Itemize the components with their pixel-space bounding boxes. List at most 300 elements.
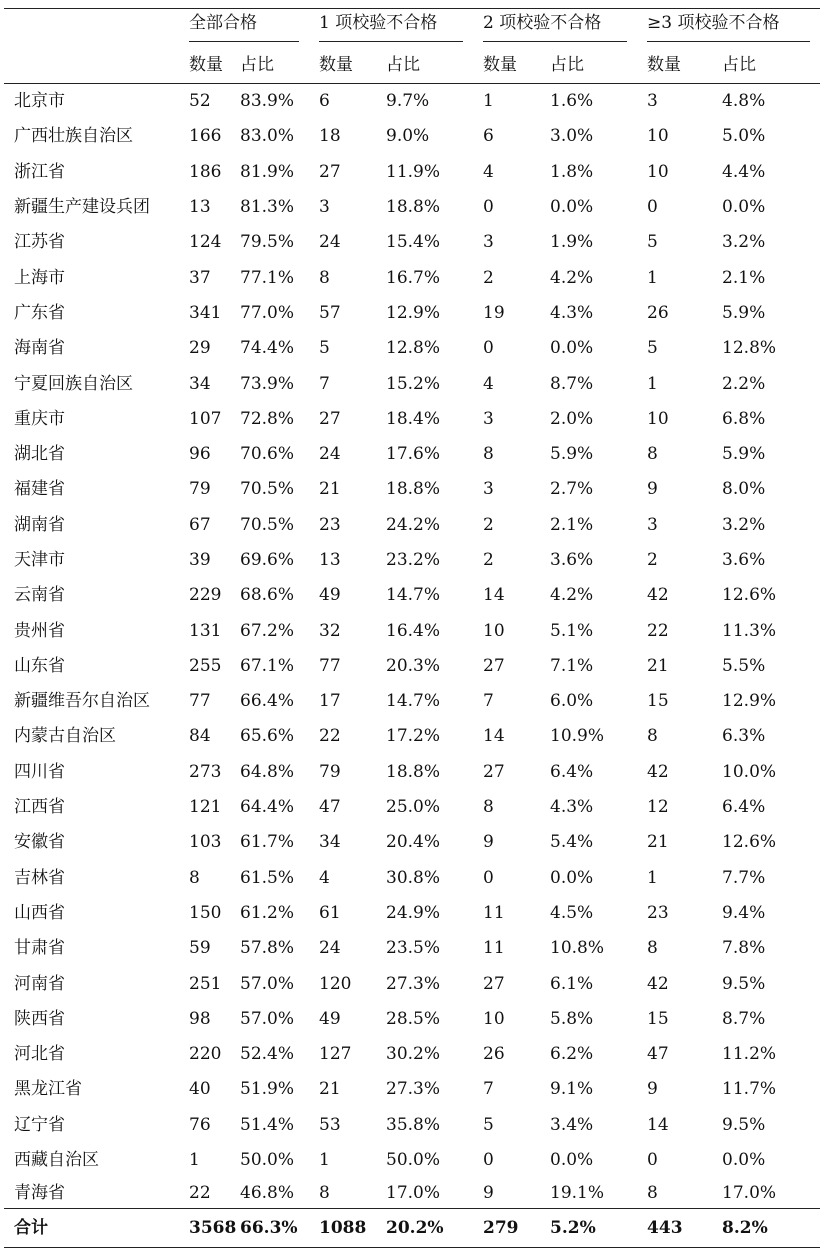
table-row [4, 508, 820, 543]
three-plus-fail-count-cell: 0 [647, 1150, 658, 1171]
one-fail-ratio-cell: 17.0% [386, 1182, 441, 1203]
all-pass-count-cell: 186 [189, 161, 222, 182]
all-pass-ratio-cell: 46.8% [240, 1182, 295, 1203]
one-fail-count-cell: 21 [319, 479, 341, 500]
table-body [4, 84, 820, 1209]
three-plus-fail-ratio-cell: 12.6% [722, 832, 777, 853]
all-pass-count-cell: 8 [189, 867, 200, 888]
three-plus-fail-count-cell: 8 [647, 938, 658, 959]
three-plus-fail-ratio-cell: 5.9% [722, 302, 766, 323]
group-header-2-fail: 2 项校验不合格 [473, 9, 637, 48]
province-name-cell: 甘肃省 [14, 938, 65, 959]
total-one-fail-ratio-cell: 20.2% [376, 1209, 473, 1248]
two-fail-count-cell: 3 [483, 479, 494, 500]
two-fail-count-cell: 5 [483, 1114, 494, 1135]
all-pass-ratio-cell: 61.5% [240, 867, 295, 888]
table-row [4, 119, 820, 154]
province-name-cell: 四川省 [14, 761, 65, 782]
three-plus-fail-count-cell: 42 [647, 973, 669, 994]
province-name-cell: 宁夏回族自治区 [14, 373, 133, 394]
count-header: 数量 [309, 47, 376, 84]
three-plus-fail-ratio-cell: 9.4% [722, 902, 766, 923]
all-pass-count-cell: 40 [189, 1079, 211, 1100]
two-fail-ratio-cell: 1.9% [550, 232, 594, 253]
two-fail-count-cell: 27 [483, 973, 505, 994]
two-fail-ratio-cell: 9.1% [550, 1079, 594, 1100]
one-fail-ratio-cell: 16.4% [386, 620, 441, 641]
table-row [4, 296, 820, 331]
all-pass-ratio-cell: 81.9% [240, 161, 295, 182]
province-name-cell: 广西壮族自治区 [14, 126, 133, 147]
province-name-cell: 黑龙江省 [14, 1079, 82, 1100]
three-plus-fail-count-cell: 42 [647, 761, 669, 782]
one-fail-count-cell: 49 [319, 585, 341, 606]
three-plus-fail-ratio-cell: 9.5% [722, 973, 766, 994]
one-fail-ratio-cell: 16.7% [386, 267, 441, 288]
two-fail-ratio-cell: 4.5% [550, 902, 594, 923]
two-fail-count-cell: 7 [483, 691, 494, 712]
province-name-cell: 广东省 [14, 302, 65, 323]
province-name-cell: 新疆维吾尔自治区 [14, 691, 150, 712]
province-name-cell: 西藏自治区 [14, 1150, 99, 1171]
province-name-cell: 上海市 [14, 267, 65, 288]
one-fail-count-cell: 22 [319, 726, 341, 747]
total-two-fail-ratio-cell: 5.2% [540, 1209, 637, 1248]
two-fail-ratio-cell: 1.6% [550, 91, 594, 112]
two-fail-ratio-cell: 5.4% [550, 832, 594, 853]
one-fail-ratio-cell: 18.8% [386, 197, 441, 218]
all-pass-count-cell: 29 [189, 338, 211, 359]
one-fail-count-cell: 61 [319, 902, 341, 923]
all-pass-ratio-cell: 61.7% [240, 832, 295, 853]
three-plus-fail-ratio-cell: 6.4% [722, 797, 766, 818]
three-plus-fail-count-cell: 9 [647, 1079, 658, 1100]
three-plus-fail-ratio-cell: 0.0% [722, 197, 766, 218]
one-fail-count-cell: 17 [319, 691, 341, 712]
one-fail-count-cell: 13 [319, 550, 341, 570]
three-plus-fail-count-cell: 8 [647, 726, 658, 747]
one-fail-ratio-cell: 23.2% [386, 550, 441, 570]
one-fail-ratio-cell: 20.4% [386, 832, 441, 853]
total-province-name-cell: 合计 [4, 1209, 179, 1248]
one-fail-ratio-cell: 35.8% [386, 1114, 441, 1135]
table-row [4, 543, 820, 578]
two-fail-ratio-cell: 4.3% [550, 302, 594, 323]
two-fail-ratio-cell: 19.1% [550, 1182, 605, 1203]
two-fail-count-cell: 4 [483, 373, 494, 394]
two-fail-ratio-cell: 3.4% [550, 1114, 594, 1135]
province-name-cell: 江西省 [14, 797, 65, 818]
two-fail-count-cell: 14 [483, 726, 505, 747]
three-plus-fail-count-cell: 3 [647, 514, 658, 535]
province-name-cell: 北京市 [14, 91, 65, 112]
all-pass-ratio-cell: 69.6% [240, 550, 295, 570]
one-fail-ratio-cell: 30.8% [386, 867, 441, 888]
all-pass-count-cell: 37 [189, 267, 211, 288]
three-plus-fail-ratio-cell: 4.4% [722, 161, 766, 182]
three-plus-fail-ratio-cell: 0.0% [722, 1150, 766, 1171]
one-fail-count-cell: 127 [319, 1044, 352, 1065]
all-pass-count-cell: 251 [189, 973, 222, 994]
all-pass-count-cell: 166 [189, 126, 222, 147]
all-pass-count-cell: 76 [189, 1114, 211, 1135]
two-fail-count-cell: 10 [483, 620, 505, 641]
two-fail-count-cell: 9 [483, 1182, 494, 1203]
one-fail-ratio-cell: 25.0% [386, 797, 441, 818]
all-pass-ratio-cell: 77.1% [240, 267, 295, 288]
two-fail-count-cell: 8 [483, 444, 494, 465]
three-plus-fail-count-cell: 0 [647, 197, 658, 218]
all-pass-count-cell: 255 [189, 655, 222, 676]
one-fail-count-cell: 32 [319, 620, 341, 641]
two-fail-count-cell: 2 [483, 267, 494, 288]
three-plus-fail-ratio-cell: 11.3% [722, 620, 777, 641]
one-fail-ratio-cell: 23.5% [386, 938, 441, 959]
two-fail-ratio-cell: 3.0% [550, 126, 594, 147]
two-fail-ratio-cell: 4.2% [550, 585, 594, 606]
one-fail-ratio-cell: 27.3% [386, 973, 441, 994]
three-plus-fail-count-cell: 8 [647, 444, 658, 465]
two-fail-count-cell: 0 [483, 197, 494, 218]
three-plus-fail-count-cell: 47 [647, 1044, 669, 1065]
three-plus-fail-ratio-cell: 4.8% [722, 91, 766, 112]
table-row [4, 155, 820, 190]
province-name-cell: 重庆市 [14, 408, 65, 429]
province-name-cell: 天津市 [14, 550, 65, 570]
one-fail-ratio-cell: 14.7% [386, 691, 441, 712]
table-row [4, 825, 820, 860]
table-row [4, 472, 820, 507]
province-name-cell: 福建省 [14, 479, 65, 500]
table-row [4, 861, 820, 896]
table-row [4, 1002, 820, 1037]
one-fail-count-cell: 6 [319, 91, 330, 112]
three-plus-fail-ratio-cell: 11.7% [722, 1079, 777, 1100]
two-fail-ratio-cell: 7.1% [550, 655, 594, 676]
all-pass-count-cell: 13 [189, 197, 211, 218]
two-fail-ratio-cell: 0.0% [550, 867, 594, 888]
two-fail-ratio-cell: 5.9% [550, 444, 594, 465]
three-plus-fail-ratio-cell: 3.2% [722, 514, 766, 535]
one-fail-ratio-cell: 18.8% [386, 761, 441, 782]
all-pass-ratio-cell: 73.9% [240, 373, 295, 394]
all-pass-ratio-cell: 81.3% [240, 197, 295, 218]
two-fail-ratio-cell: 2.1% [550, 514, 594, 535]
three-plus-fail-count-cell: 23 [647, 902, 669, 923]
two-fail-ratio-cell: 6.2% [550, 1044, 594, 1065]
total-three-plus-fail-count-cell: 443 [637, 1209, 712, 1248]
table-row [4, 719, 820, 754]
all-pass-ratio-cell: 50.0% [240, 1150, 295, 1171]
all-pass-count-cell: 1 [189, 1150, 200, 1171]
all-pass-count-cell: 341 [189, 302, 222, 323]
two-fail-count-cell: 0 [483, 867, 494, 888]
table-row [4, 966, 820, 1001]
two-fail-count-cell: 8 [483, 797, 494, 818]
province-name-cell: 山西省 [14, 902, 65, 923]
all-pass-ratio-cell: 51.9% [240, 1079, 295, 1100]
province-validation-table [4, 8, 820, 1248]
all-pass-ratio-cell: 61.2% [240, 902, 295, 923]
two-fail-ratio-cell: 0.0% [550, 338, 594, 359]
two-fail-ratio-cell: 6.4% [550, 761, 594, 782]
one-fail-count-cell: 120 [319, 973, 352, 994]
one-fail-count-cell: 27 [319, 161, 341, 182]
one-fail-count-cell: 24 [319, 938, 341, 959]
count-header: 数量 [473, 47, 540, 84]
three-plus-fail-count-cell: 10 [647, 161, 669, 182]
one-fail-ratio-cell: 27.3% [386, 1079, 441, 1100]
two-fail-ratio-cell: 8.7% [550, 373, 594, 394]
all-pass-count-cell: 229 [189, 585, 222, 606]
three-plus-fail-count-cell: 9 [647, 479, 658, 500]
two-fail-count-cell: 3 [483, 232, 494, 253]
one-fail-ratio-cell: 24.2% [386, 514, 441, 535]
table-row [4, 402, 820, 437]
two-fail-ratio-cell: 5.8% [550, 1008, 594, 1029]
table-row [4, 366, 820, 401]
total-three-plus-fail-ratio-cell: 8.2% [712, 1209, 820, 1248]
ratio-header: 占比 [230, 47, 309, 84]
two-fail-ratio-cell: 6.1% [550, 973, 594, 994]
three-plus-fail-count-cell: 12 [647, 797, 669, 818]
table-row [4, 896, 820, 931]
one-fail-count-cell: 4 [319, 867, 330, 888]
two-fail-count-cell: 4 [483, 161, 494, 182]
one-fail-ratio-cell: 14.7% [386, 585, 441, 606]
count-header: 数量 [637, 47, 712, 84]
all-pass-count-cell: 59 [189, 938, 211, 959]
two-fail-ratio-cell: 4.3% [550, 797, 594, 818]
one-fail-count-cell: 8 [319, 267, 330, 288]
all-pass-count-cell: 103 [189, 832, 222, 853]
one-fail-ratio-cell: 9.0% [386, 126, 430, 147]
corner-cell [4, 47, 179, 84]
three-plus-fail-count-cell: 1 [647, 867, 658, 888]
all-pass-count-cell: 22 [189, 1182, 211, 1203]
sub-header-row [4, 47, 820, 84]
one-fail-count-cell: 49 [319, 1008, 341, 1029]
province-name-cell: 青海省 [14, 1182, 65, 1203]
three-plus-fail-count-cell: 22 [647, 620, 669, 641]
all-pass-count-cell: 98 [189, 1008, 211, 1029]
table-row [4, 225, 820, 260]
one-fail-count-cell: 79 [319, 761, 341, 782]
province-name-cell: 浙江省 [14, 161, 65, 182]
one-fail-ratio-cell: 12.9% [386, 302, 441, 323]
group-header-1-fail: 1 项校验不合格 [309, 9, 473, 48]
province-name-cell: 吉林省 [14, 867, 65, 888]
all-pass-count-cell: 39 [189, 550, 211, 570]
two-fail-count-cell: 7 [483, 1079, 494, 1100]
province-name-cell: 辽宁省 [14, 1114, 65, 1135]
three-plus-fail-count-cell: 2 [647, 550, 658, 570]
province-name-cell: 海南省 [14, 338, 65, 359]
all-pass-ratio-cell: 64.8% [240, 761, 295, 782]
all-pass-ratio-cell: 83.0% [240, 126, 295, 147]
three-plus-fail-count-cell: 1 [647, 267, 658, 288]
three-plus-fail-count-cell: 5 [647, 338, 658, 359]
one-fail-count-cell: 3 [319, 197, 330, 218]
three-plus-fail-ratio-cell: 7.7% [722, 867, 766, 888]
table-row [4, 578, 820, 613]
one-fail-count-cell: 34 [319, 832, 341, 853]
three-plus-fail-ratio-cell: 3.6% [722, 550, 766, 570]
ratio-header: 占比 [376, 47, 473, 84]
total-two-fail-count-cell: 279 [473, 1209, 540, 1248]
all-pass-count-cell: 131 [189, 620, 222, 641]
one-fail-count-cell: 53 [319, 1114, 341, 1135]
all-pass-count-cell: 52 [189, 91, 211, 112]
two-fail-count-cell: 2 [483, 550, 494, 570]
one-fail-ratio-cell: 15.2% [386, 373, 441, 394]
three-plus-fail-ratio-cell: 3.2% [722, 232, 766, 253]
one-fail-ratio-cell: 17.6% [386, 444, 441, 465]
one-fail-ratio-cell: 17.2% [386, 726, 441, 747]
two-fail-ratio-cell: 0.0% [550, 1150, 594, 1171]
one-fail-ratio-cell: 50.0% [386, 1150, 441, 1171]
province-name-cell: 山东省 [14, 655, 65, 676]
table-row [4, 260, 820, 295]
all-pass-ratio-cell: 70.6% [240, 444, 295, 465]
count-header: 数量 [179, 47, 230, 84]
three-plus-fail-count-cell: 1 [647, 373, 658, 394]
three-plus-fail-count-cell: 42 [647, 585, 669, 606]
all-pass-ratio-cell: 70.5% [240, 479, 295, 500]
two-fail-count-cell: 11 [483, 902, 505, 923]
three-plus-fail-ratio-cell: 2.2% [722, 373, 766, 394]
two-fail-count-cell: 9 [483, 832, 494, 853]
table-row [4, 437, 820, 472]
two-fail-count-cell: 26 [483, 1044, 505, 1065]
one-fail-count-cell: 57 [319, 302, 341, 323]
one-fail-ratio-cell: 20.3% [386, 655, 441, 676]
three-plus-fail-count-cell: 15 [647, 1008, 669, 1029]
one-fail-count-cell: 27 [319, 408, 341, 429]
province-name-cell: 贵州省 [14, 620, 65, 641]
one-fail-count-cell: 23 [319, 514, 341, 535]
table-row [4, 931, 820, 966]
three-plus-fail-ratio-cell: 12.8% [722, 338, 777, 359]
province-name-cell: 云南省 [14, 585, 65, 606]
table-row [4, 84, 820, 120]
all-pass-ratio-cell: 74.4% [240, 338, 295, 359]
three-plus-fail-ratio-cell: 10.0% [722, 761, 777, 782]
two-fail-ratio-cell: 4.2% [550, 267, 594, 288]
one-fail-count-cell: 47 [319, 797, 341, 818]
one-fail-ratio-cell: 30.2% [386, 1044, 441, 1065]
province-name-cell: 新疆生产建设兵团 [14, 197, 150, 218]
all-pass-ratio-cell: 67.1% [240, 655, 295, 676]
one-fail-count-cell: 7 [319, 373, 330, 394]
table-row [4, 1037, 820, 1072]
one-fail-ratio-cell: 18.4% [386, 408, 441, 429]
three-plus-fail-count-cell: 8 [647, 1182, 658, 1203]
all-pass-ratio-cell: 83.9% [240, 91, 295, 112]
table-row [4, 613, 820, 648]
table-row [4, 790, 820, 825]
three-plus-fail-ratio-cell: 9.5% [722, 1114, 766, 1135]
one-fail-ratio-cell: 24.9% [386, 902, 441, 923]
all-pass-ratio-cell: 79.5% [240, 232, 295, 253]
all-pass-count-cell: 67 [189, 514, 211, 535]
three-plus-fail-count-cell: 26 [647, 302, 669, 323]
two-fail-count-cell: 1 [483, 91, 494, 112]
all-pass-count-cell: 124 [189, 232, 222, 253]
one-fail-count-cell: 24 [319, 232, 341, 253]
three-plus-fail-ratio-cell: 8.7% [722, 1008, 766, 1029]
two-fail-ratio-cell: 1.8% [550, 161, 594, 182]
three-plus-fail-ratio-cell: 6.8% [722, 408, 766, 429]
one-fail-count-cell: 8 [319, 1182, 330, 1203]
three-plus-fail-count-cell: 14 [647, 1114, 669, 1135]
three-plus-fail-ratio-cell: 8.0% [722, 479, 766, 500]
three-plus-fail-ratio-cell: 5.0% [722, 126, 766, 147]
table-row [4, 1072, 820, 1107]
total-all-pass-ratio-cell: 66.3% [230, 1209, 309, 1248]
province-name-cell: 江苏省 [14, 232, 65, 253]
two-fail-ratio-cell: 2.7% [550, 479, 594, 500]
all-pass-ratio-cell: 57.0% [240, 1008, 295, 1029]
one-fail-count-cell: 77 [319, 655, 341, 676]
all-pass-ratio-cell: 57.8% [240, 938, 295, 959]
three-plus-fail-ratio-cell: 5.9% [722, 444, 766, 465]
two-fail-count-cell: 3 [483, 408, 494, 429]
one-fail-ratio-cell: 12.8% [386, 338, 441, 359]
ratio-header: 占比 [540, 47, 637, 84]
all-pass-ratio-cell: 65.6% [240, 726, 295, 747]
province-name-cell: 湖南省 [14, 514, 65, 535]
one-fail-count-cell: 24 [319, 444, 341, 465]
two-fail-count-cell: 14 [483, 585, 505, 606]
total-all-pass-count-cell: 3568 [179, 1209, 230, 1248]
three-plus-fail-count-cell: 5 [647, 232, 658, 253]
total-row [4, 1209, 820, 1248]
one-fail-count-cell: 18 [319, 126, 341, 147]
two-fail-count-cell: 0 [483, 1150, 494, 1171]
province-name-cell: 安徽省 [14, 832, 65, 853]
table-row [4, 331, 820, 366]
province-name-cell: 河南省 [14, 973, 65, 994]
all-pass-count-cell: 77 [189, 691, 211, 712]
one-fail-ratio-cell: 15.4% [386, 232, 441, 253]
two-fail-count-cell: 19 [483, 302, 505, 323]
one-fail-ratio-cell: 11.9% [386, 161, 441, 182]
one-fail-count-cell: 21 [319, 1079, 341, 1100]
two-fail-count-cell: 11 [483, 938, 505, 959]
three-plus-fail-ratio-cell: 12.9% [722, 691, 777, 712]
three-plus-fail-ratio-cell: 5.5% [722, 655, 766, 676]
all-pass-count-cell: 273 [189, 761, 222, 782]
province-name-cell: 湖北省 [14, 444, 65, 465]
two-fail-ratio-cell: 10.8% [550, 938, 605, 959]
all-pass-ratio-cell: 57.0% [240, 973, 295, 994]
table-row [4, 1108, 820, 1143]
all-pass-ratio-cell: 51.4% [240, 1114, 295, 1135]
all-pass-ratio-cell: 70.5% [240, 514, 295, 535]
one-fail-ratio-cell: 18.8% [386, 479, 441, 500]
all-pass-count-cell: 107 [189, 408, 222, 429]
three-plus-fail-ratio-cell: 6.3% [722, 726, 766, 747]
three-plus-fail-ratio-cell: 12.6% [722, 585, 777, 606]
all-pass-ratio-cell: 72.8% [240, 408, 295, 429]
one-fail-count-cell: 1 [319, 1150, 330, 1171]
province-name-cell: 河北省 [14, 1044, 65, 1065]
one-fail-ratio-cell: 9.7% [386, 91, 430, 112]
all-pass-ratio-cell: 68.6% [240, 585, 295, 606]
two-fail-count-cell: 2 [483, 514, 494, 535]
group-header-3plus-fail: ≥3 项校验不合格 [637, 9, 820, 48]
